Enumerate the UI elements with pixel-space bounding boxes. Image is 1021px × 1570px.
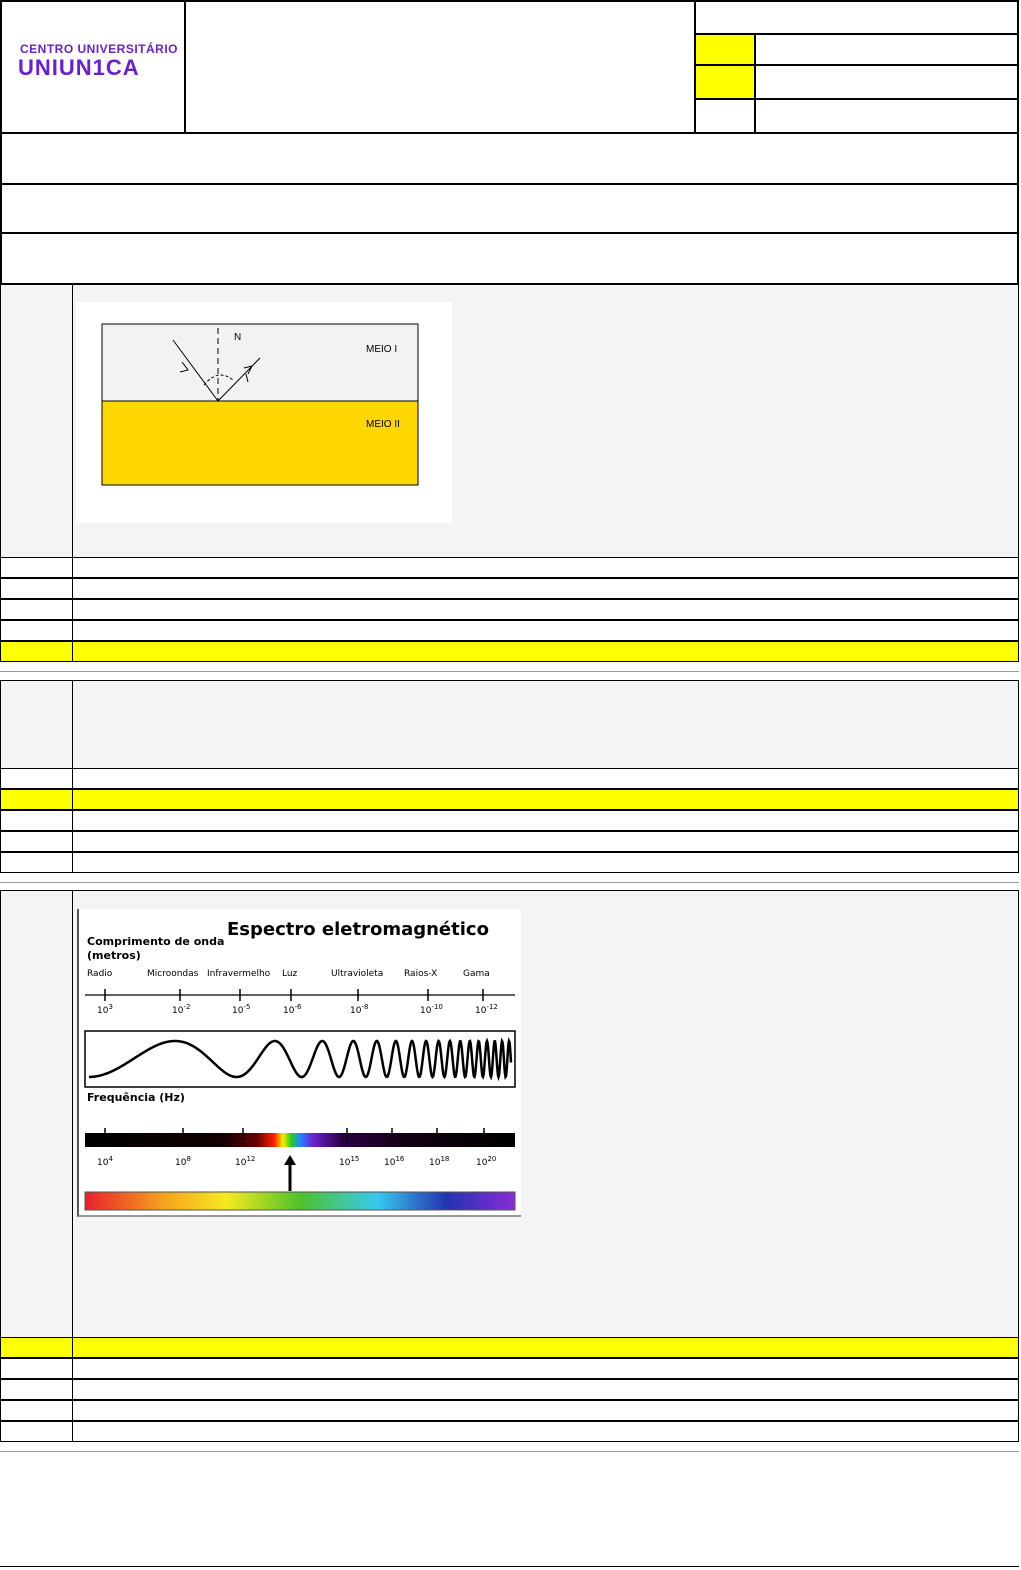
question3-option-d[interactable] bbox=[0, 1400, 1019, 1421]
wavelength-tick-label: $10^{-10}$ bbox=[420, 1003, 443, 1016]
band-label: Microondas bbox=[147, 969, 199, 979]
question1-option-b[interactable] bbox=[0, 578, 1019, 599]
frequency-tick-label: $10^{20}$ bbox=[476, 1155, 497, 1168]
question2-option-b[interactable] bbox=[0, 789, 1019, 810]
header-info-cell bbox=[694, 0, 1019, 134]
band-label: Radio bbox=[87, 969, 113, 979]
question2-statement bbox=[0, 680, 1019, 769]
header-logo-cell bbox=[0, 0, 186, 134]
separator bbox=[0, 671, 1019, 672]
question1-option-e[interactable] bbox=[0, 641, 1019, 662]
header-row-1 bbox=[0, 132, 1019, 185]
medium1-label: MEIO I bbox=[366, 344, 398, 355]
logo-top-text: CENTRO UNIVERSITÁRIO bbox=[20, 42, 179, 56]
question1-option-a[interactable] bbox=[0, 557, 1019, 578]
frequency-tick-label: $10^{12}$ bbox=[235, 1155, 256, 1168]
frequency-tick-label: $10^8$ bbox=[175, 1155, 191, 1168]
question1-option-d[interactable] bbox=[0, 620, 1019, 641]
question3-option-a[interactable] bbox=[0, 1337, 1019, 1358]
band-label: Raios-X bbox=[404, 969, 438, 979]
question2-option-d[interactable] bbox=[0, 831, 1019, 852]
wavelength-label-2: (metros) bbox=[87, 949, 141, 962]
question1-option-c[interactable] bbox=[0, 599, 1019, 620]
wavelength-label-1: Comprimento de onda bbox=[87, 935, 225, 948]
question3-option-b[interactable] bbox=[0, 1358, 1019, 1379]
question2-option-c[interactable] bbox=[0, 810, 1019, 831]
header-row-2 bbox=[0, 183, 1019, 234]
frequency-tick-label: $10^{15}$ bbox=[339, 1155, 360, 1168]
question2-option-e[interactable] bbox=[0, 852, 1019, 873]
wavelength-tick-label: $10^{-2}$ bbox=[172, 1003, 191, 1016]
refraction-figure bbox=[76, 302, 452, 523]
wavelength-tick-label: $10^{-5}$ bbox=[232, 1003, 251, 1016]
header-title-cell bbox=[184, 0, 696, 134]
frequency-label: Frequência (Hz) bbox=[87, 1091, 185, 1104]
question3-option-c[interactable] bbox=[0, 1379, 1019, 1400]
wavelength-tick-label: $10^{-12}$ bbox=[475, 1003, 498, 1016]
question3-option-e[interactable] bbox=[0, 1421, 1019, 1442]
logo-main-text: UNIUN1CA bbox=[18, 55, 140, 80]
band-label: Ultravioleta bbox=[331, 969, 384, 979]
band-label: Gama bbox=[463, 969, 490, 979]
spectrum-figure bbox=[77, 909, 521, 1217]
frequency-tick-label: $10^{18}$ bbox=[429, 1155, 450, 1168]
footer-line bbox=[0, 1566, 1019, 1567]
wavelength-tick-label: $10^{-6}$ bbox=[283, 1003, 302, 1016]
header-row-3 bbox=[0, 232, 1019, 285]
header-highlight-1 bbox=[696, 35, 754, 64]
frequency-tick-label: $10^{16}$ bbox=[384, 1155, 405, 1168]
band-label: Luz bbox=[282, 969, 298, 979]
separator bbox=[0, 882, 1019, 883]
normal-label: N bbox=[234, 332, 242, 343]
wavelength-tick-label: $10^{-8}$ bbox=[350, 1003, 369, 1016]
header-highlight-2 bbox=[696, 66, 754, 98]
question2-option-a[interactable] bbox=[0, 768, 1019, 789]
separator bbox=[0, 1451, 1019, 1452]
wavelength-tick-label: $10^3$ bbox=[97, 1003, 113, 1016]
spectrum-title: Espectro eletromagnético bbox=[227, 919, 489, 940]
band-label: Infravermelho bbox=[207, 969, 271, 979]
medium2-label: MEIO II bbox=[366, 419, 400, 430]
frequency-tick-label: $10^4$ bbox=[97, 1155, 113, 1168]
